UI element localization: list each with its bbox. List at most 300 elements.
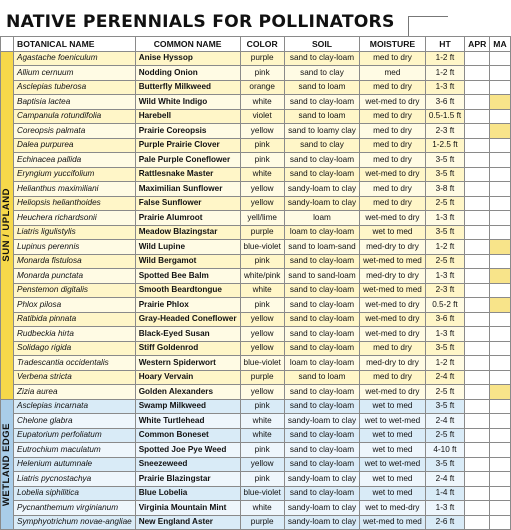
bloom-cell-apr (465, 182, 490, 197)
bloom-cell-may (490, 124, 510, 139)
soil-cell: sandy-loam to clay (284, 472, 359, 487)
height-cell: 2-3 ft (425, 124, 464, 139)
bloom-cell-may (490, 414, 510, 429)
height-cell: 2-5 ft (425, 385, 464, 400)
soil-cell: sand to clay-loam (284, 153, 359, 168)
table-row (1, 312, 511, 327)
common-name-cell: False Sunflower (135, 196, 240, 211)
soil-cell: sandy-loam to clay (284, 196, 359, 211)
moisture-cell: med to dry (360, 341, 426, 356)
color-cell: yellow (240, 312, 284, 327)
height-cell: 4-10 ft (425, 443, 464, 458)
color-cell: pink (240, 138, 284, 153)
common-name-cell: Anise Hyssop (135, 51, 240, 66)
color-cell: pink (240, 443, 284, 458)
botanical-name-cell: Asclepias incarnata (14, 399, 136, 414)
common-name-cell: Western Spiderwort (135, 356, 240, 371)
height-cell: 1-3 ft (425, 211, 464, 226)
color-cell: blue-violet (240, 240, 284, 255)
bloom-cell-apr (465, 341, 490, 356)
common-name-cell: Spotted Joe Pye Weed (135, 443, 240, 458)
moisture-cell: med to dry (360, 370, 426, 385)
height-cell: 1-3 ft (425, 501, 464, 516)
table-row (1, 327, 511, 342)
table-row (1, 298, 511, 313)
bloom-cell-apr (465, 51, 490, 66)
height-cell: 2-4 ft (425, 370, 464, 385)
common-name-cell: Prairie Coreopsis (135, 124, 240, 139)
color-cell: orange (240, 80, 284, 95)
moisture-cell: wet-med to dry (360, 298, 426, 313)
soil-cell: sandy-loam to clay (284, 414, 359, 429)
table-row (1, 153, 511, 168)
botanical-name-cell: Coreopsis palmata (14, 124, 136, 139)
common-name-cell: Prairie Alumroot (135, 211, 240, 226)
height-cell: 3-5 ft (425, 225, 464, 240)
botanical-name-cell: Heliopsis helianthoides (14, 196, 136, 211)
soil-cell: sand to clay-loam (284, 443, 359, 458)
bloom-cell-apr (465, 327, 490, 342)
bloom-cell-apr (465, 153, 490, 168)
common-name-cell: Black-Eyed Susan (135, 327, 240, 342)
moisture-cell: med-dry to dry (360, 240, 426, 255)
table-row (1, 515, 511, 530)
bloom-cell-may (490, 341, 510, 356)
bloom-cell-may (490, 312, 510, 327)
table-row (1, 443, 511, 458)
color-cell: purple (240, 51, 284, 66)
bloom-cell-may (490, 457, 510, 472)
height-cell: 3-5 ft (425, 457, 464, 472)
common-name-cell: New England Aster (135, 515, 240, 530)
botanical-name-cell: Agastache foeniculum (14, 51, 136, 66)
botanical-name-cell: Penstemon digitalis (14, 283, 136, 298)
height-cell: 1-2 ft (425, 240, 464, 255)
bloom-cell-apr (465, 443, 490, 458)
bloom-cell-apr (465, 486, 490, 501)
moisture-cell: med to dry (360, 196, 426, 211)
color-cell: pink (240, 298, 284, 313)
plant-table (0, 36, 511, 530)
common-name-cell: Swamp Milkweed (135, 399, 240, 414)
soil-cell: sand to clay-loam (284, 298, 359, 313)
height-cell: 2-5 ft (425, 254, 464, 269)
botanical-name-cell: Baptisia lactea (14, 95, 136, 110)
color-cell: white (240, 283, 284, 298)
height-cell: 3-6 ft (425, 312, 464, 327)
moisture-cell: wet to wet-med (360, 457, 426, 472)
bloom-cell-apr (465, 80, 490, 95)
moisture-cell: med to dry (360, 80, 426, 95)
table-row (1, 341, 511, 356)
table-row (1, 196, 511, 211)
color-cell: yellow (240, 196, 284, 211)
soil-cell: sand to clay-loam (284, 486, 359, 501)
common-name-cell: Pale Purple Coneflower (135, 153, 240, 168)
botanical-name-cell: Phlox pilosa (14, 298, 136, 313)
color-cell: blue-violet (240, 356, 284, 371)
moisture-cell: wet-med to dry (360, 211, 426, 226)
bloom-cell-may (490, 167, 510, 182)
table-row (1, 80, 511, 95)
bloom-cell-may (490, 515, 510, 530)
color-cell: purple (240, 225, 284, 240)
botanical-name-cell: Verbena stricta (14, 370, 136, 385)
bloom-cell-apr (465, 211, 490, 226)
table-row (1, 283, 511, 298)
color-cell: violet (240, 109, 284, 124)
moisture-cell: med (360, 66, 426, 81)
height-cell: 1-3 ft (425, 80, 464, 95)
moisture-cell: wet-med to dry (360, 312, 426, 327)
color-cell: pink (240, 254, 284, 269)
bloom-cell-may (490, 95, 510, 110)
bloom-cell-apr (465, 66, 490, 81)
section-band (1, 399, 14, 530)
color-cell: pink (240, 66, 284, 81)
table-row (1, 428, 511, 443)
moisture-cell: med to dry (360, 182, 426, 197)
table-row (1, 399, 511, 414)
botanical-name-cell: Symphyotrichum novae-angliae (14, 515, 136, 530)
table-row (1, 254, 511, 269)
bloom-cell-apr (465, 225, 490, 240)
soil-cell: sand to clay (284, 66, 359, 81)
height-cell: 1-3 ft (425, 269, 464, 284)
table-row (1, 138, 511, 153)
height-cell: 2-3 ft (425, 283, 464, 298)
col-moisture: MOISTURE (360, 37, 426, 52)
common-name-cell: Purple Prairie Clover (135, 138, 240, 153)
moisture-cell: wet-med to med (360, 515, 426, 530)
bloom-cell-apr (465, 356, 490, 371)
soil-cell: sand to clay-loam (284, 341, 359, 356)
bloom-cell-may (490, 356, 510, 371)
height-cell: 3-8 ft (425, 182, 464, 197)
soil-cell: sand to loam (284, 80, 359, 95)
botanical-name-cell: Helianthus maximiliani (14, 182, 136, 197)
common-name-cell: Rattlesnake Master (135, 167, 240, 182)
soil-cell: sand to clay-loam (284, 312, 359, 327)
col-color: COLOR (240, 37, 284, 52)
bloom-cell-apr (465, 312, 490, 327)
color-cell: purple (240, 370, 284, 385)
color-cell: yellow (240, 327, 284, 342)
common-name-cell: Prairie Phlox (135, 298, 240, 313)
color-cell: white (240, 414, 284, 429)
moisture-cell: wet-med to med (360, 283, 426, 298)
moisture-cell: med to dry (360, 51, 426, 66)
botanical-name-cell: Rudbeckia hirta (14, 327, 136, 342)
bloom-cell-may (490, 327, 510, 342)
soil-cell: loam to clay-loam (284, 356, 359, 371)
bloom-cell-apr (465, 167, 490, 182)
soil-cell: loam to clay-loam (284, 225, 359, 240)
bloom-cell-may (490, 66, 510, 81)
common-name-cell: Golden Alexanders (135, 385, 240, 400)
col-common: COMMON NAME (135, 37, 240, 52)
table-row (1, 356, 511, 371)
bloom-cell-may (490, 153, 510, 168)
common-name-cell: Wild Bergamot (135, 254, 240, 269)
bloom-cell-may (490, 240, 510, 255)
table-row (1, 51, 511, 66)
soil-cell: sand to loamy clay (284, 124, 359, 139)
common-name-cell: Butterfly Milkweed (135, 80, 240, 95)
color-cell: yellow (240, 124, 284, 139)
col-botanical: BOTANICAL NAME (14, 37, 136, 52)
height-cell: 1-3 ft (425, 327, 464, 342)
height-cell: 1-2.5 ft (425, 138, 464, 153)
bloom-cell-may (490, 211, 510, 226)
botanical-name-cell: Dalea purpurea (14, 138, 136, 153)
moisture-cell: wet-med to med (360, 254, 426, 269)
color-cell: yellow (240, 457, 284, 472)
bloom-cell-may (490, 370, 510, 385)
soil-cell: sand to clay-loam (284, 428, 359, 443)
section-label: SUN / UPLAND (1, 188, 12, 262)
color-cell: purple (240, 515, 284, 530)
soil-cell: sandy-loam to clay (284, 501, 359, 516)
color-cell: pink (240, 153, 284, 168)
height-cell: 1-2 ft (425, 51, 464, 66)
bloom-cell-apr (465, 95, 490, 110)
bloom-cell-may (490, 254, 510, 269)
soil-cell: sand to loam-sand (284, 240, 359, 255)
bloom-cell-may (490, 80, 510, 95)
table-row (1, 486, 511, 501)
header-row (1, 37, 511, 52)
common-name-cell: Wild White Indigo (135, 95, 240, 110)
height-cell: 3-5 ft (425, 167, 464, 182)
botanical-name-cell: Lobelia siphilitica (14, 486, 136, 501)
soil-cell: sand to clay-loam (284, 399, 359, 414)
moisture-cell: wet-med to dry (360, 95, 426, 110)
moisture-cell: wet-med to dry (360, 385, 426, 400)
soil-cell: sand to clay-loam (284, 167, 359, 182)
height-cell: 3-6 ft (425, 95, 464, 110)
soil-cell: loam (284, 211, 359, 226)
moisture-cell: med to dry (360, 124, 426, 139)
height-cell: 0.5-1.5 ft (425, 109, 464, 124)
moisture-cell: wet to med (360, 225, 426, 240)
height-cell: 2-5 ft (425, 196, 464, 211)
bloom-cell-may (490, 486, 510, 501)
color-cell: pink (240, 399, 284, 414)
bloom-cell-may (490, 443, 510, 458)
bloom-cell-may (490, 283, 510, 298)
botanical-name-cell: Echinacea pallida (14, 153, 136, 168)
height-cell: 3-5 ft (425, 399, 464, 414)
common-name-cell: Nodding Onion (135, 66, 240, 81)
bloom-cell-may (490, 298, 510, 313)
botanical-name-cell: Liatris pycnostachya (14, 472, 136, 487)
common-name-cell: Hoary Vervain (135, 370, 240, 385)
table-row (1, 385, 511, 400)
color-cell: white (240, 167, 284, 182)
botanical-name-cell: Pycnanthemum virginianum (14, 501, 136, 516)
bloom-cell-apr (465, 515, 490, 530)
botanical-name-cell: Campanula rotundifolia (14, 109, 136, 124)
height-cell: 2-5 ft (425, 428, 464, 443)
bloom-cell-may (490, 428, 510, 443)
common-name-cell: Spotted Bee Balm (135, 269, 240, 284)
soil-cell: sand to loam (284, 370, 359, 385)
table-row (1, 66, 511, 81)
moisture-cell: med-dry to dry (360, 269, 426, 284)
bloom-cell-apr (465, 457, 490, 472)
soil-cell: sand to clay-loam (284, 283, 359, 298)
moisture-cell: med to dry (360, 109, 426, 124)
table-row (1, 240, 511, 255)
soil-cell: sand to sand-loam (284, 269, 359, 284)
botanical-name-cell: Lupinus perennis (14, 240, 136, 255)
corner-box (408, 16, 448, 36)
bloom-cell-apr (465, 414, 490, 429)
bloom-cell-apr (465, 501, 490, 516)
table-row (1, 109, 511, 124)
color-cell: yellow (240, 385, 284, 400)
botanical-name-cell: Tradescantia occidentalis (14, 356, 136, 371)
bloom-cell-may (490, 138, 510, 153)
common-name-cell: Sneezeweed (135, 457, 240, 472)
common-name-cell: Virginia Mountain Mint (135, 501, 240, 516)
common-name-cell: Gray-Headed Coneflower (135, 312, 240, 327)
common-name-cell: Prairie Blazingstar (135, 472, 240, 487)
moisture-cell: med to dry (360, 153, 426, 168)
botanical-name-cell: Liatris ligulistylis (14, 225, 136, 240)
botanical-name-cell: Eupatorium perfoliatum (14, 428, 136, 443)
common-name-cell: Stiff Goldenrod (135, 341, 240, 356)
bloom-cell-apr (465, 298, 490, 313)
table-row (1, 225, 511, 240)
table-row (1, 472, 511, 487)
col-may: MA (490, 37, 510, 52)
height-cell: 2-4 ft (425, 414, 464, 429)
bloom-cell-apr (465, 254, 490, 269)
soil-cell: sand to loam (284, 109, 359, 124)
botanical-name-cell: Monarda fistulosa (14, 254, 136, 269)
color-cell: white (240, 501, 284, 516)
table-row (1, 182, 511, 197)
bloom-cell-may (490, 472, 510, 487)
page-title: NATIVE PERENNIALS FOR POLLINATORS (6, 12, 395, 32)
bloom-cell-may (490, 109, 510, 124)
bloom-cell-apr (465, 283, 490, 298)
moisture-cell: med to dry (360, 138, 426, 153)
bloom-cell-may (490, 269, 510, 284)
table-row (1, 95, 511, 110)
botanical-name-cell: Eryngium yuccifolium (14, 167, 136, 182)
common-name-cell: Common Boneset (135, 428, 240, 443)
height-cell: 1-2 ft (425, 66, 464, 81)
moisture-cell: wet to med (360, 428, 426, 443)
moisture-cell: med-dry to dry (360, 356, 426, 371)
col-soil: SOIL (284, 37, 359, 52)
soil-cell: sand to clay-loam (284, 457, 359, 472)
botanical-name-cell: Zizia aurea (14, 385, 136, 400)
table-row (1, 269, 511, 284)
moisture-cell: wet to med-dry (360, 501, 426, 516)
bloom-cell-apr (465, 428, 490, 443)
bloom-cell-may (490, 182, 510, 197)
bloom-cell-apr (465, 109, 490, 124)
common-name-cell: Harebell (135, 109, 240, 124)
moisture-cell: wet to wet-med (360, 414, 426, 429)
section-label: WETLAND EDGE (1, 422, 12, 506)
section-band (1, 51, 14, 399)
botanical-name-cell: Helenium autumnale (14, 457, 136, 472)
common-name-cell: White Turtlehead (135, 414, 240, 429)
bloom-cell-may (490, 196, 510, 211)
bloom-cell-apr (465, 269, 490, 284)
botanical-name-cell: Chelone glabra (14, 414, 136, 429)
color-cell: yellow (240, 182, 284, 197)
bloom-cell-may (490, 399, 510, 414)
soil-cell: sand to clay-loam (284, 327, 359, 342)
common-name-cell: Smooth Beardtongue (135, 283, 240, 298)
color-cell: white (240, 95, 284, 110)
height-cell: 3-5 ft (425, 153, 464, 168)
botanical-name-cell: Eutrochium maculatum (14, 443, 136, 458)
color-cell: yellow (240, 341, 284, 356)
soil-cell: sand to clay-loam (284, 95, 359, 110)
color-cell: white (240, 428, 284, 443)
table-row (1, 414, 511, 429)
soil-cell: sandy-loam to clay (284, 515, 359, 530)
header-band (1, 37, 14, 52)
bloom-cell-may (490, 225, 510, 240)
bloom-cell-may (490, 385, 510, 400)
moisture-cell: wet-med to dry (360, 167, 426, 182)
bloom-cell-apr (465, 472, 490, 487)
height-cell: 1-4 ft (425, 486, 464, 501)
soil-cell: sandy-loam to clay (284, 182, 359, 197)
color-cell: white/pink (240, 269, 284, 284)
soil-cell: sand to clay (284, 138, 359, 153)
moisture-cell: wet-med to dry (360, 327, 426, 342)
bloom-cell-apr (465, 385, 490, 400)
bloom-cell-apr (465, 124, 490, 139)
height-cell: 0.5-2 ft (425, 298, 464, 313)
col-apr: APR (465, 37, 490, 52)
bloom-cell-apr (465, 196, 490, 211)
table-row (1, 501, 511, 516)
table-row (1, 457, 511, 472)
bloom-cell-may (490, 51, 510, 66)
botanical-name-cell: Monarda punctata (14, 269, 136, 284)
bloom-cell-apr (465, 240, 490, 255)
height-cell: 2-6 ft (425, 515, 464, 530)
color-cell: blue-violet (240, 486, 284, 501)
botanical-name-cell: Ratibida pinnata (14, 312, 136, 327)
table-row (1, 370, 511, 385)
botanical-name-cell: Allium cernuum (14, 66, 136, 81)
moisture-cell: wet to med (360, 486, 426, 501)
common-name-cell: Wild Lupine (135, 240, 240, 255)
height-cell: 2-4 ft (425, 472, 464, 487)
botanical-name-cell: Solidago rigida (14, 341, 136, 356)
bloom-cell-apr (465, 138, 490, 153)
height-cell: 1-2 ft (425, 356, 464, 371)
common-name-cell: Blue Lobelia (135, 486, 240, 501)
moisture-cell: wet to med (360, 443, 426, 458)
soil-cell: sand to clay-loam (284, 385, 359, 400)
color-cell: yell/lime (240, 211, 284, 226)
common-name-cell: Maximilian Sunflower (135, 182, 240, 197)
table-row (1, 211, 511, 226)
bloom-cell-apr (465, 399, 490, 414)
